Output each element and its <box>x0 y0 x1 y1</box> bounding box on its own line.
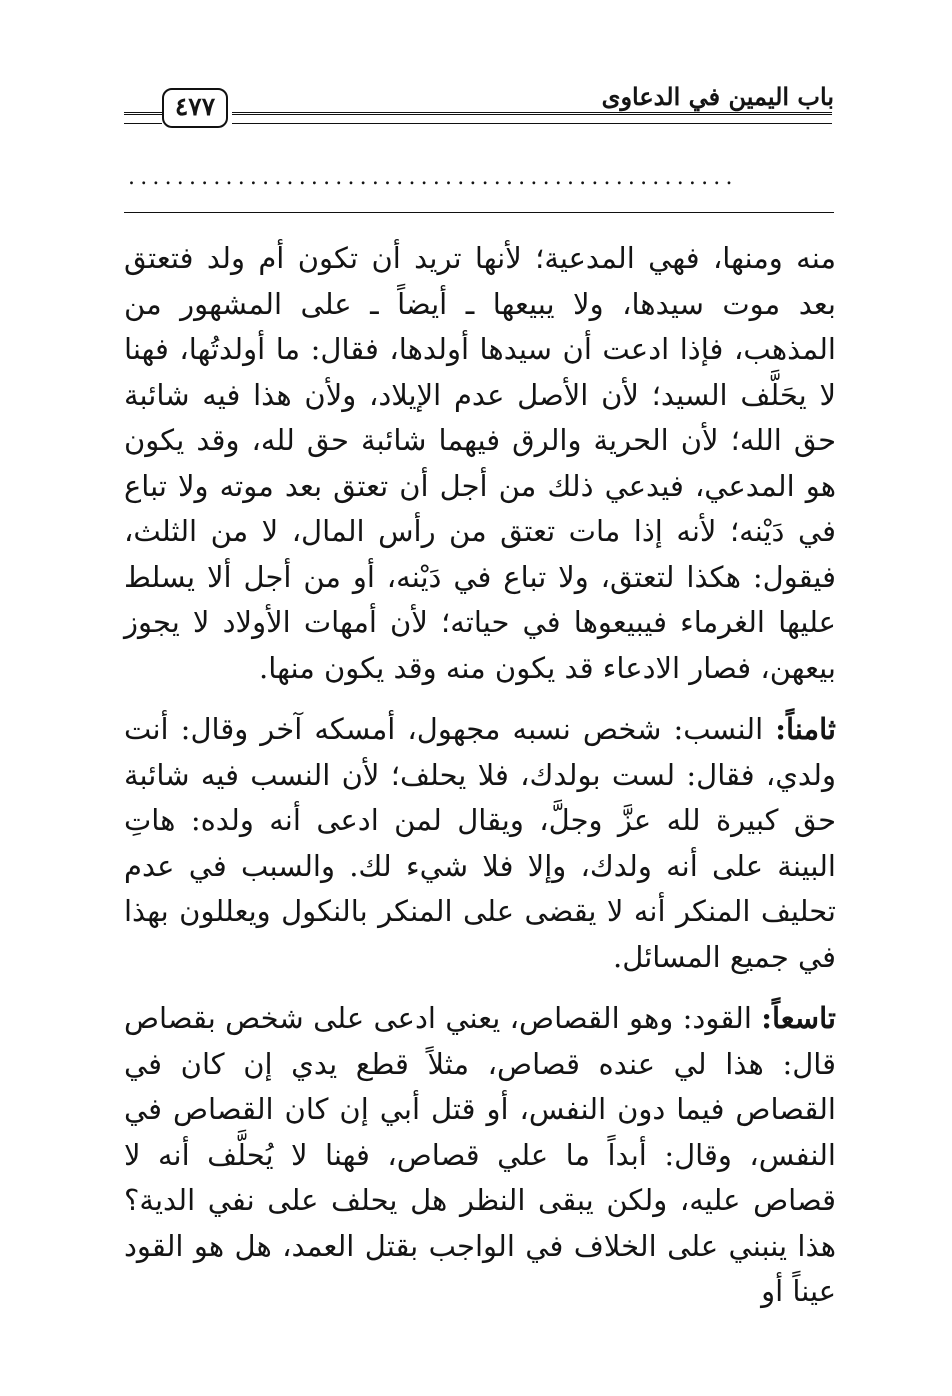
paragraph-3-lead: تاسعاً: <box>761 1001 836 1035</box>
page-number: ٤٧٧ <box>162 88 228 128</box>
omission-dots: .................................................. <box>128 165 738 190</box>
paragraph-2-lead: ثامناً: <box>775 712 836 746</box>
paragraph-1-text: منه ومنها، فهي المدعية؛ لأنها تريد أن تكون أم ولد فتعتق بعد موت سيدها، ولا يبيعها ـ أيضاً ـ على المشهور من المذهب، فإذا ادعت أن سيدها أولدها، فقال: ما أولدتُها، فهنا لا يحَلَّف السيد؛ لأن الأصل عدم الإيلاد، ولأن هذا فيه شائبة حق الله؛ لأن الحرية والرق فيهما شائبة حق لله، وقد يكون هو المدعي، فيدعي ذلك من أجل أن تعتق بعد موته ولا تباع في دَيْنه؛ لأنه إذا مات تعتق من رأس المال، لا من الثلث، فيقول: هكذا لتعتق، ولا تباع في دَيْنه، أو من أجل ألا يسلط عليها الغرماء فيبيعوها في حياته؛ لأن أمهات الأولاد لا يجوز بيعهن، فصار الادعاء قد يكون منه وقد يكون منها. <box>124 241 836 685</box>
header-rule-right <box>232 112 832 124</box>
paragraph-3 <box>124 996 836 1315</box>
section-separator <box>124 212 834 213</box>
body-text <box>124 236 836 1315</box>
paragraph-2-text: النسب: شخص نسبه مجهول، أمسكه آخر وقال: أنت ولدي، فقال: لست بولدك، فلا يحلف؛ لأن النسب فيه شائبة حق كبيرة لله عزَّ وجلَّ، ويقال لمن ادعى أنه ولده: هاتِ البينة على أنه ولدك، وإلا فلا شيء لك. والسبب في عدم تحليف المنكر أنه لا يقضى على المنكر بالنكول ويعللون بهذا في جميع المسائل. <box>124 712 836 974</box>
paragraph-3-text: القود: وهو القصاص، يعني ادعى على شخص بقصاص قال: هذا لي عنده قصاص، مثلاً قطع يدي إن كان في القصاص فيما دون النفس، أو قتل أبي إن كان القصاص في النفس، وقال: أبداً ما علي قصاص، فهنا لا يُحلَّف أنه لا قصاص عليه، ولكن يبقى النظر هل يحلف على نفي الدية؟ هذا ينبني على الخلاف في الواجب بقتل العمد، هل هو القود عيناً أو <box>124 1001 836 1308</box>
paragraph-2 <box>124 707 836 980</box>
header-rule-left <box>124 112 162 124</box>
running-header-title: باب اليمين في الدعاوى <box>601 82 834 111</box>
paragraph-1 <box>124 236 836 691</box>
